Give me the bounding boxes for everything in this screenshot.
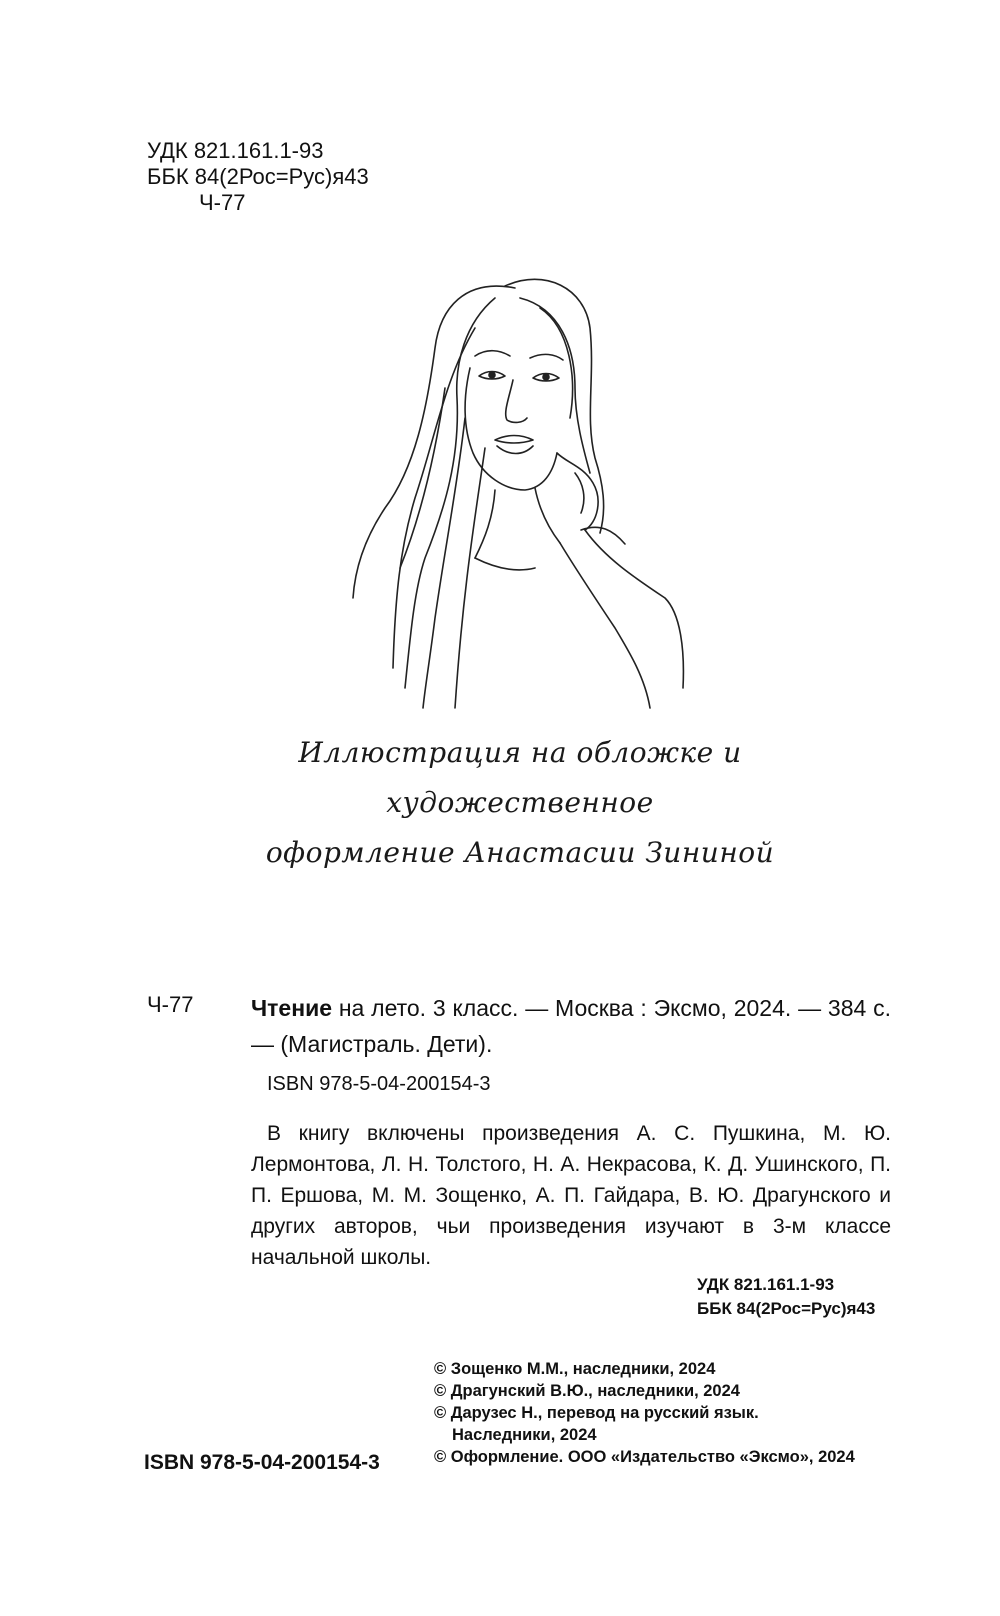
record-bbk: ББК 84(2Рос=Рус)я43 xyxy=(697,1299,876,1318)
record-author-mark: Ч-77 xyxy=(147,992,194,1017)
udk-code: УДК 821.161.1-93 xyxy=(147,138,324,163)
copyright-notices xyxy=(434,1358,855,1468)
record-isbn: ISBN 978-5-04-200154-3 xyxy=(267,1073,491,1095)
record-title-bold: Чтение xyxy=(251,995,333,1021)
record-codes xyxy=(697,1273,875,1321)
copyright-line: © Дарузес Н., перевод на русский язык. xyxy=(434,1404,759,1422)
caption-line-1: Иллюстрация на обложке и художественное xyxy=(298,736,742,819)
copyright-line: © Драгунский В.Ю., наследники, 2024 xyxy=(434,1382,740,1400)
classification-codes xyxy=(147,138,369,216)
copyright-line: © Зощенко М.М., наследники, 2024 xyxy=(434,1360,716,1378)
caption-line-2: оформление Анастасии Зининой xyxy=(265,836,775,869)
footer-isbn: ISBN 978-5-04-200154-3 xyxy=(144,1451,380,1474)
annotation: В книгу включены произведения А. С. Пушкина, М. Ю. Лермонтова, Л. Н. Толстого, Н. А. Некрасова, К. Д. Ушинского, П. П. Ершова, М. М. Зощенко, А. П. Гайдара, В. Ю. Драгунского и других авторов, чьи произведения изучают в 3-м классе начальной школы. xyxy=(251,1122,891,1269)
record-title-rest: на лето. 3 класс. — Москва : Эксмо, 2024. — 384 с. — (Магистраль. Дети). xyxy=(251,995,891,1057)
record-udk: УДК 821.161.1-93 xyxy=(697,1275,835,1294)
bbk-code: ББК 84(2Рос=Рус)я43 xyxy=(147,164,369,189)
bibliographic-record xyxy=(251,990,891,1062)
author-mark: Ч-77 xyxy=(199,190,246,215)
copyright-line: © Оформление. ООО «Издательство «Эксмо», 2024 xyxy=(434,1448,855,1466)
portrait-illustration xyxy=(345,268,705,728)
illustration-caption xyxy=(180,728,860,878)
copyright-line: Наследники, 2024 xyxy=(452,1426,597,1444)
